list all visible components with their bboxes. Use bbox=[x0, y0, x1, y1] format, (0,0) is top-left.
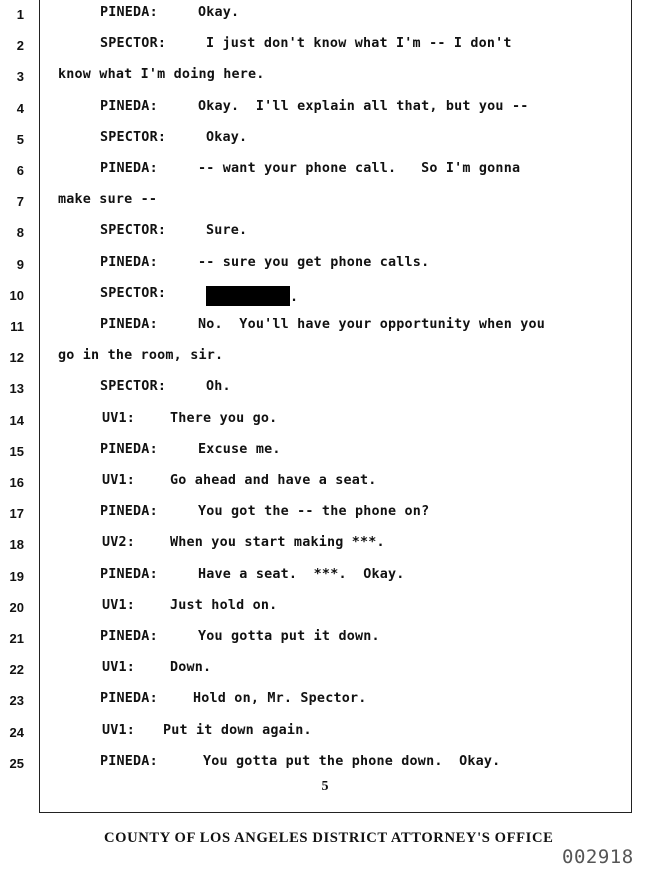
transcript-line bbox=[0, 686, 650, 717]
speaker-label: SPECTOR: bbox=[100, 223, 167, 239]
line-number: 1 bbox=[16, 7, 24, 22]
line-text: Go ahead and have a seat. bbox=[170, 473, 377, 488]
speaker-label: UV1: bbox=[102, 473, 136, 488]
transcript-line bbox=[0, 406, 650, 437]
transcript-line bbox=[0, 499, 650, 530]
line-number: 13 bbox=[9, 381, 24, 397]
line-number: 10 bbox=[9, 287, 24, 303]
line-number: 17 bbox=[9, 506, 24, 522]
speaker-label: PINEDA: bbox=[100, 254, 158, 270]
speaker-label: SPECTOR: bbox=[100, 379, 167, 395]
transcript-line bbox=[0, 281, 650, 312]
line-text: Okay. bbox=[198, 5, 240, 20]
line-text: know what I'm doing here. bbox=[58, 67, 265, 83]
transcript-line bbox=[0, 749, 650, 780]
transcript-line bbox=[0, 187, 650, 218]
line-number: 21 bbox=[9, 631, 24, 646]
line-number: 22 bbox=[9, 662, 24, 678]
speaker-label: PINEDA: bbox=[100, 5, 158, 20]
transcript-line bbox=[0, 312, 650, 343]
speaker-label: PINEDA: bbox=[100, 566, 158, 582]
line-number: 4 bbox=[16, 100, 24, 116]
line-text: Okay. I'll explain all that, but you -- bbox=[198, 98, 529, 114]
line-text: Sure. bbox=[206, 223, 248, 239]
line-text: Just hold on. bbox=[170, 597, 278, 613]
transcript-line bbox=[0, 437, 650, 468]
line-number: 2 bbox=[16, 38, 24, 54]
line-number: 9 bbox=[16, 256, 24, 272]
line-text: make sure -- bbox=[58, 192, 158, 208]
transcript-line bbox=[0, 125, 650, 156]
transcript-line bbox=[0, 655, 650, 686]
line-text: When you start making ***. bbox=[170, 535, 385, 551]
line-number: 3 bbox=[16, 69, 24, 85]
footer-office: COUNTY OF LOS ANGELES DISTRICT ATTORNEY'S OFFICE bbox=[104, 830, 554, 846]
line-text: You gotta put the phone down. Okay. bbox=[203, 753, 501, 769]
line-number: 5 bbox=[16, 131, 24, 147]
speaker-label: UV1: bbox=[102, 660, 136, 676]
speaker-label: SPECTOR: bbox=[100, 129, 167, 145]
page-number: 5 bbox=[321, 779, 329, 794]
line-text: Hold on, Mr. Spector. bbox=[193, 691, 367, 707]
transcript-line bbox=[0, 374, 650, 405]
line-number: 12 bbox=[9, 350, 24, 366]
speaker-label: PINEDA: bbox=[100, 691, 158, 707]
transcript-line bbox=[0, 250, 650, 281]
line-text: Have a seat. ***. Okay. bbox=[198, 566, 405, 582]
line-text: -- sure you get phone calls. bbox=[198, 254, 430, 270]
speaker-label: PINEDA: bbox=[100, 629, 158, 644]
transcript-line bbox=[0, 530, 650, 561]
line-text: Okay. bbox=[206, 129, 248, 145]
line-number: 20 bbox=[9, 599, 24, 615]
line-number: 25 bbox=[9, 755, 24, 771]
line-text: Excuse me. bbox=[198, 441, 281, 457]
line-text: go in the room, sir. bbox=[58, 348, 224, 364]
speaker-label: SPECTOR: bbox=[100, 285, 167, 301]
line-text: -- want your phone call. So I'm gonna bbox=[198, 161, 521, 176]
transcript-line bbox=[0, 468, 650, 499]
line-number: 15 bbox=[9, 443, 24, 459]
line-text: No. You'll have your opportunity when you bbox=[198, 317, 545, 332]
redaction-box bbox=[206, 286, 290, 306]
line-number: 6 bbox=[16, 163, 24, 178]
transcript-line bbox=[0, 718, 650, 749]
line-number: 24 bbox=[9, 724, 24, 740]
line-text: There you go. bbox=[170, 410, 278, 426]
speaker-label: UV1: bbox=[102, 410, 136, 426]
line-number: 23 bbox=[9, 693, 24, 709]
line-number: 18 bbox=[9, 537, 24, 553]
speaker-label: PINEDA: bbox=[100, 317, 158, 332]
speaker-label: PINEDA: bbox=[100, 98, 158, 114]
speaker-label: UV1: bbox=[102, 597, 136, 613]
line-text: You gotta put it down. bbox=[198, 629, 380, 644]
transcript-line bbox=[0, 62, 650, 93]
transcript-line bbox=[0, 562, 650, 593]
speaker-label: SPECTOR: bbox=[100, 36, 167, 52]
transcript-line bbox=[0, 94, 650, 125]
line-text: Oh. bbox=[206, 379, 231, 395]
speaker-label: PINEDA: bbox=[100, 753, 158, 769]
line-text: You got the -- the phone on? bbox=[198, 504, 430, 520]
transcript-line bbox=[0, 31, 650, 62]
line-number: 8 bbox=[16, 225, 24, 241]
speaker-label: UV1: bbox=[102, 722, 136, 738]
bates-number: 002918 bbox=[562, 846, 634, 868]
transcript-line bbox=[0, 624, 650, 655]
line-text: Down. bbox=[170, 660, 212, 676]
line-text: . bbox=[206, 286, 298, 306]
transcript-line bbox=[0, 156, 650, 187]
line-number: 11 bbox=[10, 319, 24, 334]
transcript-line bbox=[0, 343, 650, 374]
transcript-line bbox=[0, 0, 650, 31]
speaker-label: PINEDA: bbox=[100, 161, 158, 176]
line-number: 14 bbox=[9, 412, 24, 428]
line-text: Put it down again. bbox=[163, 722, 312, 738]
transcript-line bbox=[0, 593, 650, 624]
line-number: 7 bbox=[16, 194, 24, 210]
line-number: 16 bbox=[9, 475, 24, 490]
speaker-label: UV2: bbox=[102, 535, 136, 551]
line-number: 19 bbox=[9, 568, 24, 584]
speaker-label: PINEDA: bbox=[100, 504, 158, 520]
speaker-label: PINEDA: bbox=[100, 441, 158, 457]
line-text: I just don't know what I'm -- I don't bbox=[206, 36, 512, 52]
transcript-line bbox=[0, 218, 650, 249]
